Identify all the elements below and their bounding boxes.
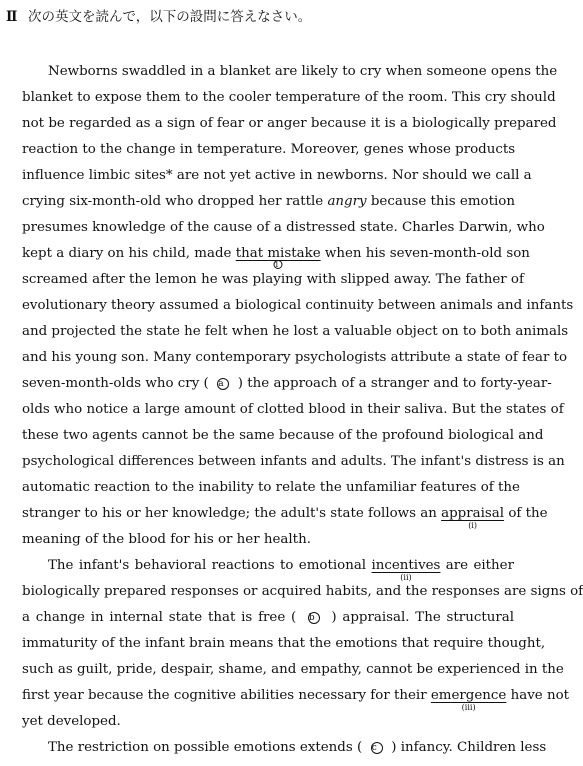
passage-text: The infant's behavioral reactions to emotional [48, 558, 372, 573]
underlined-text: appraisal [441, 506, 505, 521]
passage-line [22, 193, 514, 211]
passage-line [22, 245, 530, 269]
question-number: Ⅱ [6, 9, 16, 25]
passage-text: seven-month-olds who cry ( [22, 376, 209, 391]
passage-line: Newborns swaddled in a blanket are likely to cry when someone opens the [48, 64, 558, 79]
passage-text: ) appraisal. The structural [331, 610, 515, 625]
passage-line: olds who notice a large amount of clotted blood in their saliva. But the states of [22, 402, 564, 417]
passage-text: ) infancy. Children less [391, 740, 547, 755]
blank-b: b [308, 612, 320, 624]
passage-text: first year because the cognitive abilities necessary for their [22, 688, 431, 703]
passage-line: such as guilt, pride, despair, shame, and empathy, cannot be experienced in the [22, 662, 564, 677]
underlined-word-ii [371, 558, 441, 582]
passage-line: and his young son. Many contemporary psychologists attribute a state of fear to [22, 350, 568, 365]
passage-text: because this emotion [366, 194, 515, 209]
passage-line: presumes knowledge of the cause of a distressed state. Charles Darwin, who [22, 220, 545, 235]
passage-line: psychological differences between infants and adults. The infant's distress is an [22, 454, 565, 469]
passage-line [22, 505, 548, 530]
passage-line: immaturity of the infant brain means that the emotions that require thought, [22, 636, 546, 651]
underlined-text: that mistake [235, 246, 321, 261]
passage-text: stranger to his or her knowledge; the adult's state follows an [22, 506, 442, 521]
passage-line [48, 557, 514, 582]
passage-line: screamed after the lemon he was playing with slipped away. The father of [22, 272, 524, 287]
passage-line: influence limbic sites* are not yet active in newborns. Nor should we call a [22, 168, 532, 183]
passage-text: a change in internal state that is free ( [22, 610, 297, 625]
passage-line [22, 375, 552, 393]
underlined-word-i [441, 506, 505, 530]
underlined-word-iii [430, 688, 507, 712]
passage-text: have not [506, 688, 570, 703]
underlined-phrase-1 [235, 246, 321, 269]
passage-line [22, 609, 514, 627]
passage-line: these two agents cannot be the same because of the profound biological and [22, 428, 544, 443]
underline-marker-1: 1 [274, 260, 283, 269]
passage-line: and projected the state he felt when he lost a valuable object on to both animals [22, 324, 569, 339]
passage-line: reaction to the change in temperature. Moreover, genes whose products [22, 142, 516, 157]
blank-c: c [371, 742, 383, 754]
underline-marker-i: (i) [468, 521, 477, 530]
passage-line: blanket to expose them to the cooler temperature of the room. This cry should [22, 90, 556, 105]
question-instruction: 次の英文を読んで，以下の設問に答えなさい。 [28, 9, 312, 25]
passage-line: yet developed. [22, 714, 121, 729]
passage-text: The restriction on possible emotions extends ( [48, 740, 363, 755]
passage-line: biologically prepared responses or acquired habits, and the responses are signs of [22, 584, 583, 599]
passage-line: evolutionary theory assumed a biological continuity between animals and infants [22, 298, 574, 313]
passage-line: not be regarded as a sign of fear or anger because it is a biologically prepared [22, 116, 557, 131]
passage-line [22, 687, 570, 712]
passage-line [48, 739, 547, 757]
passage-text: are either [440, 558, 514, 573]
passage-text: when his seven-month-old son [320, 246, 530, 261]
underline-marker-ii: (ii) [400, 573, 412, 582]
underline-marker-iii: (iii) [461, 703, 476, 712]
italic-word: angry [327, 194, 367, 209]
passage-line: meaning of the blood for his or her health. [22, 532, 311, 547]
passage-text: crying six-month-old who dropped her rattle [22, 194, 328, 209]
blank-a: a [217, 378, 229, 390]
underlined-text: emergence [430, 688, 507, 703]
question-heading [6, 8, 311, 26]
passage-text: ) the approach of a stranger and to forty-year- [237, 376, 552, 391]
passage-line: automatic reaction to the inability to relate the unfamiliar features of the [22, 480, 520, 495]
passage-text: kept a diary on his child, made [22, 246, 236, 261]
passage-text: of the [504, 506, 548, 521]
underlined-text: incentives [371, 558, 441, 573]
